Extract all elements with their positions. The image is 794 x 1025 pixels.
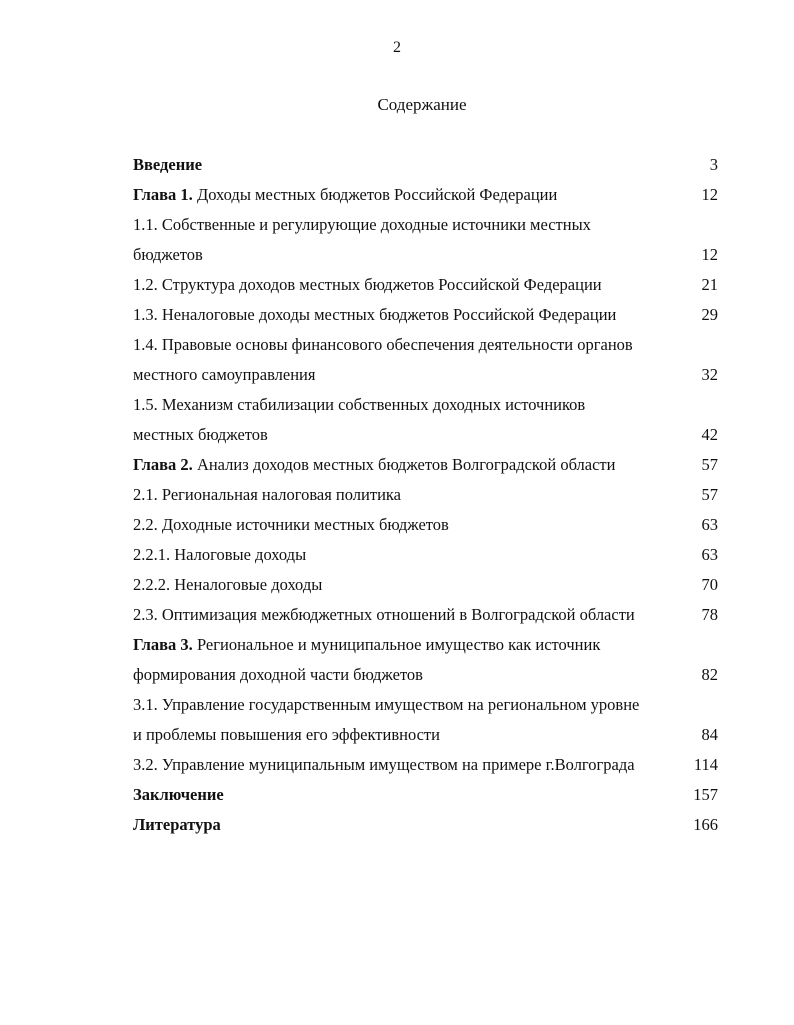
toc-entry-text: 2.2.2. Неналоговые доходы [133, 575, 323, 594]
toc-entry-line [133, 480, 673, 510]
toc-page-number: 32 [701, 365, 718, 384]
toc-entry-line [133, 810, 673, 840]
page-title: Содержание [377, 95, 467, 114]
toc-entry-line [133, 780, 673, 810]
toc-entry-line [133, 210, 673, 240]
toc-entry-line [133, 330, 673, 360]
toc-entry-line [133, 420, 673, 450]
toc-entry-heading: Глава 3. [133, 635, 193, 654]
toc-page-number: 70 [701, 575, 718, 594]
toc-entry-text: 2.3. Оптимизация межбюджетных отношений в Волгоградской области [133, 605, 635, 624]
toc-page-number: 166 [693, 815, 718, 834]
toc-page-number: 3 [709, 155, 718, 174]
toc-entry-line [133, 750, 673, 780]
toc-entry-line [133, 240, 673, 270]
toc-entry-line [133, 300, 673, 330]
toc-entry-text: 3.1. Управление государственным имуществом на региональном уровне [133, 695, 640, 714]
toc-page-number: 12 [701, 185, 718, 204]
toc-entry-line [133, 690, 673, 720]
toc-page-number: 157 [693, 785, 718, 804]
toc-page-number: 63 [701, 515, 718, 534]
toc-page-number: 21 [701, 275, 718, 294]
toc-entry-line [133, 540, 673, 570]
toc-entry-text: 2.1. Региональная налоговая политика [133, 485, 401, 504]
toc-page-number: 57 [701, 455, 718, 474]
toc-entry-text: 2.2.1. Налоговые доходы [133, 545, 307, 564]
toc-entry-text: бюджетов [133, 245, 203, 264]
toc-entry-text: формирования доходной части бюджетов [133, 665, 423, 684]
toc-entry-line [133, 270, 673, 300]
toc-entry-line [133, 360, 673, 390]
toc-entry-line [133, 150, 673, 180]
table-of-contents [0, 150, 794, 850]
toc-entry-text: Региональное и муниципальное имущество как источник [192, 635, 601, 654]
toc-entry-line [133, 570, 673, 600]
toc-entry-text: 1.5. Механизм стабилизации собственных доходных источников [133, 395, 586, 414]
toc-page-number: 78 [701, 605, 718, 624]
toc-entry-line [133, 630, 673, 660]
toc-entry-text: и проблемы повышения его эффективности [133, 725, 440, 744]
page-number: 2 [393, 39, 401, 56]
toc-entry-heading: Заключение [133, 785, 224, 804]
toc-entry-line [133, 660, 673, 690]
toc-entry-text: 1.3. Неналоговые доходы местных бюджетов Российской Федерации [133, 305, 617, 324]
toc-entry-heading: Литература [133, 815, 221, 834]
toc-page-number: 42 [701, 425, 718, 444]
toc-entry-line [133, 180, 673, 210]
toc-entry-text: Доходы местных бюджетов Российской Федерации [192, 185, 558, 204]
toc-entry-line [133, 510, 673, 540]
toc-entry-text: 2.2. Доходные источники местных бюджетов [133, 515, 449, 534]
toc-entry-text: 1.4. Правовые основы финансового обеспечения деятельности органов [133, 335, 633, 354]
toc-entry-heading: Введение [133, 155, 203, 174]
toc-entry-text: 1.2. Структура доходов местных бюджетов Российской Федерации [133, 275, 602, 294]
toc-entry-heading: Глава 2. [133, 455, 193, 474]
toc-entry-line [133, 450, 673, 480]
toc-page-number: 63 [701, 545, 718, 564]
toc-page-number: 84 [701, 725, 718, 744]
toc-entry-text: местных бюджетов [133, 425, 268, 444]
toc-entry-line [133, 600, 673, 630]
toc-page-number: 12 [701, 245, 718, 264]
toc-entry-text: местного самоуправления [133, 365, 316, 384]
toc-page-number: 114 [693, 755, 718, 774]
toc-page-number: 29 [701, 305, 718, 324]
toc-page-number: 57 [701, 485, 718, 504]
toc-entry-line [133, 720, 673, 750]
toc-page-number: 82 [701, 665, 718, 684]
toc-entry-text: 1.1. Собственные и регулирующие доходные источники местных [133, 215, 591, 234]
toc-entry-heading: Глава 1. [133, 185, 193, 204]
toc-entry-text: 3.2. Управление муниципальным имуществом на примере г.Волгограда [133, 755, 635, 774]
toc-entry-line [133, 390, 673, 420]
toc-entry-text: Анализ доходов местных бюджетов Волгоградской области [192, 455, 616, 474]
